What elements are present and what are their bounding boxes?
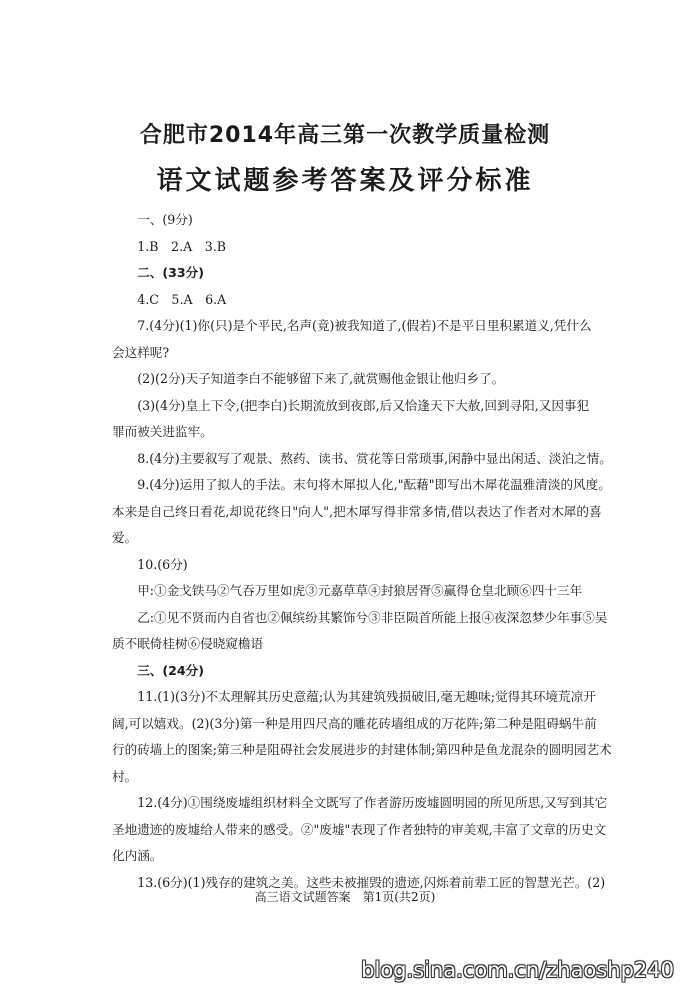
- answer-line: 9.(4分)运用了拟人的手法。末句将木犀拟人化,"酝藉"即写出木犀花温雅清淡的风度。: [137, 477, 611, 492]
- section-heading: 二、(33分): [137, 265, 205, 280]
- answer-line: 1.B 2.A 3.B: [137, 238, 227, 254]
- answer-line: 化内涵。: [112, 848, 163, 863]
- answer-line: 本来是自己终日看花,却说花终日"向人",把木犀写得非常多情,借以表达了作者对木犀的喜: [112, 503, 602, 519]
- answer-line: 一、(9分): [137, 212, 193, 227]
- answer-body: [112, 207, 620, 896]
- answer-line: 质不眠倚桂树⑥侵晓窥檐语: [112, 636, 264, 651]
- answer-line: 13.(6分)(1)残存的建筑之美。这些未被摧毁的遗迹,闪烁着前辈工匠的智慧光芒。(2): [137, 874, 606, 890]
- document-subtitle: 语文试题参考答案及评分标准: [156, 166, 534, 196]
- answer-line: 爱。: [112, 530, 138, 545]
- answer-line: 10.(6分): [137, 556, 188, 572]
- answer-line: (2)(2分)天子知道李白不能够留下来了,就赏赐他金银让他归乡了。: [137, 371, 505, 386]
- answer-line: 阔,可以嬉戏。(2)(3分)第一种是用四尺高的雕花砖墙组成的万花阵;第二种是阻碍蜗牛前: [112, 715, 597, 731]
- answer-line: 12.(4分)①围绕废墟组织材料全文既写了作者游历废墟圆明园的所见所思,又写到其它: [137, 795, 608, 810]
- answer-line: 8.(4分)主要叙写了观景、熬药、读书、赏花等日常琐事,闲静中显出闲适、淡泊之情。: [137, 450, 612, 466]
- answer-line: 圣地遗迹的废墟给人带来的感受。②"废墟"表现了作者独特的审美观,丰富了文章的历史文: [112, 821, 607, 837]
- document-title: 合肥市2014年高三第一次教学质量检测: [139, 123, 551, 148]
- page-footer: 高三语文试题答案 第1页(共2页): [254, 890, 436, 904]
- answer-line: 7.(4分)(1)你(只)是个平民,名声(竟)被我知道了,(假若)不是平日里积累道义,凭什么: [137, 318, 592, 333]
- answer-line: 罪而被关进监牢。: [112, 424, 213, 439]
- answer-line: 会这样呢?: [112, 344, 170, 360]
- answer-line: 11.(1)(3分)不太理解其历史意蕴;认为其建筑残损破旧,毫无趣味;觉得其环境荒凉开: [137, 689, 596, 704]
- answer-line: 甲:①金戈铁马②气吞万里如虎③元嘉草草④封狼居胥⑤赢得仓皇北顾⑥四十三年: [137, 583, 583, 598]
- blog-watermark: blog.sina.com.cn/zhaoshp240: [361, 958, 674, 982]
- answer-line: 行的砖墙上的图案;第三种是阻碍社会发展进步的封建体制;第四种是鱼龙混杂的圆明园艺术: [112, 742, 612, 757]
- answer-line: 村。: [112, 768, 138, 784]
- answer-line: 乙:①见不贤而内自省也②佩缤纷其繁饰兮③非臣陨首所能上报④夜深忽梦少年事⑤吴: [137, 609, 608, 625]
- section-heading: 三、(24分): [137, 662, 205, 678]
- answer-line: (3)(4分)皇上下令,(把李白)长期流放到夜郎,后又恰逢天下大赦,回到寻阳,又因事犯: [137, 397, 590, 413]
- answer-line: 4.C 5.A 6.A: [137, 291, 227, 307]
